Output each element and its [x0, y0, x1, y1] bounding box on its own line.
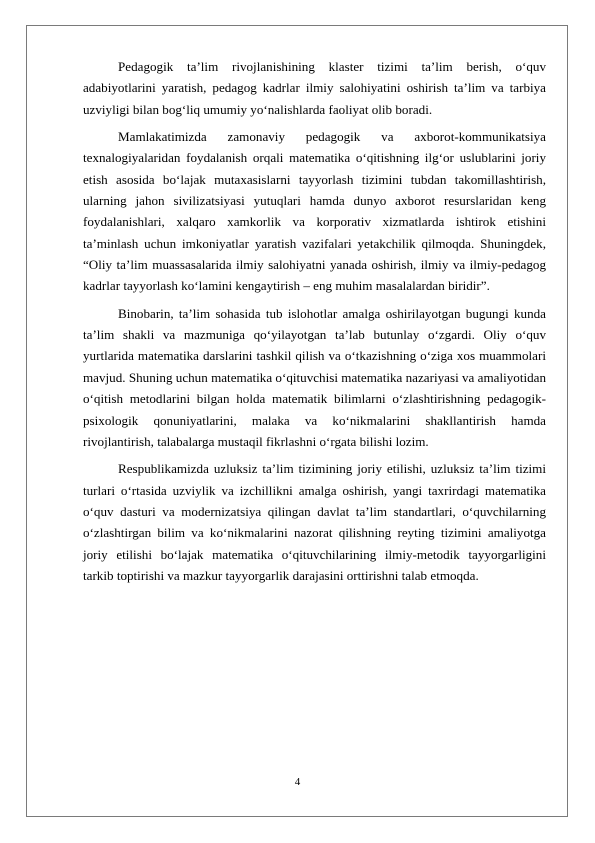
page-number: 4 [294, 776, 301, 788]
paragraph-3: Binobarin, ta’lim sohasida tub islohotlar amalga oshirilayotgan bugungi kunda ta’lim shakli va mazmuniga qo‘yilayotgan ta’lab butunlay o‘zgardi. Oliy o‘quv yurtlarida matematika darslarini tashkil qilish va o‘tkazishning o‘ziga xos muammolari mavjud. Shuning uchun matematika o‘qituvchisi matematika nazariyasi va amaliyotidan o‘qitish metodlarini bilgan holda matematik bilimlarni o‘zlashtirishning pedagogik-psixologik qonuniyatlarini, malaka va ko‘nikmalarini shakllantirish hamda rivojlantirish, talabalarga mustaqil fikrlashni o‘rgata bilishi lozim. [83, 305, 546, 449]
paragraph-1: Pedagogik ta’lim rivojlanishining klaster tizimi ta’lim berish, o‘quv adabiyotlarini yaratish, pedagog kadrlar ilmiy salohiyatini oshirish ta’lim va tarbiya uzviyligi bilan bog‘liq umumiy yo‘nalishlarda faoliyat olib boradi. [83, 59, 546, 117]
document-body [83, 56, 546, 592]
paragraph-2: Mamlakatimizda zamonaviy pedagogik va axborot-kommunikatsiya texnalogiyalaridan foydalanish orqali matematika o‘qitishning ilg‘or uslublarini joriy etish asosida bo‘lajak mutaxasislarni tayyorlash tizimini tubdan takomillashtirish, ularning jahon sivilizatsiyasi yutuqlari hamda dunyo axborot resurslaridan keng foydalanishlari, xalqaro xamkorlik va korporativ xizmatlarda ishtirok etishini ta’minlash uchun imkoniyatlar yaratish vazifalari yetakchilik qilmoqda. Shuningdek, “Oliy ta’lim muassasalarida ilmiy salohiyatni yanada oshirish, ilmiy va ilmiy-pedagog kadrlar tayyorlash ko‘lamini kengaytirish – eng muhim masalalardan biridir”. [83, 129, 546, 294]
paragraph-4: Respublikamizda uzluksiz ta’lim tizimining joriy etilishi, uzluksiz ta’lim tizimi turlari o‘rtasida uzviylik va izchillikni amalga oshirish, yangi taxrirdagi matematika o‘quv dasturi va modernizatsiya qilingan davlat ta’lim standartlari, o‘quvchilarning o‘zlashtirgan bilim va ko‘nikmalarini nazorat qilishning reyting tizimini amaliyotga joriy etilishi bo‘lajak matematika o‘qituvchilarining ilmiy-metodik tayyorgarligini tarkib toptirishi va mazkur tayyorgarlik darajasini orttirishni talab etmoqda. [83, 461, 546, 583]
